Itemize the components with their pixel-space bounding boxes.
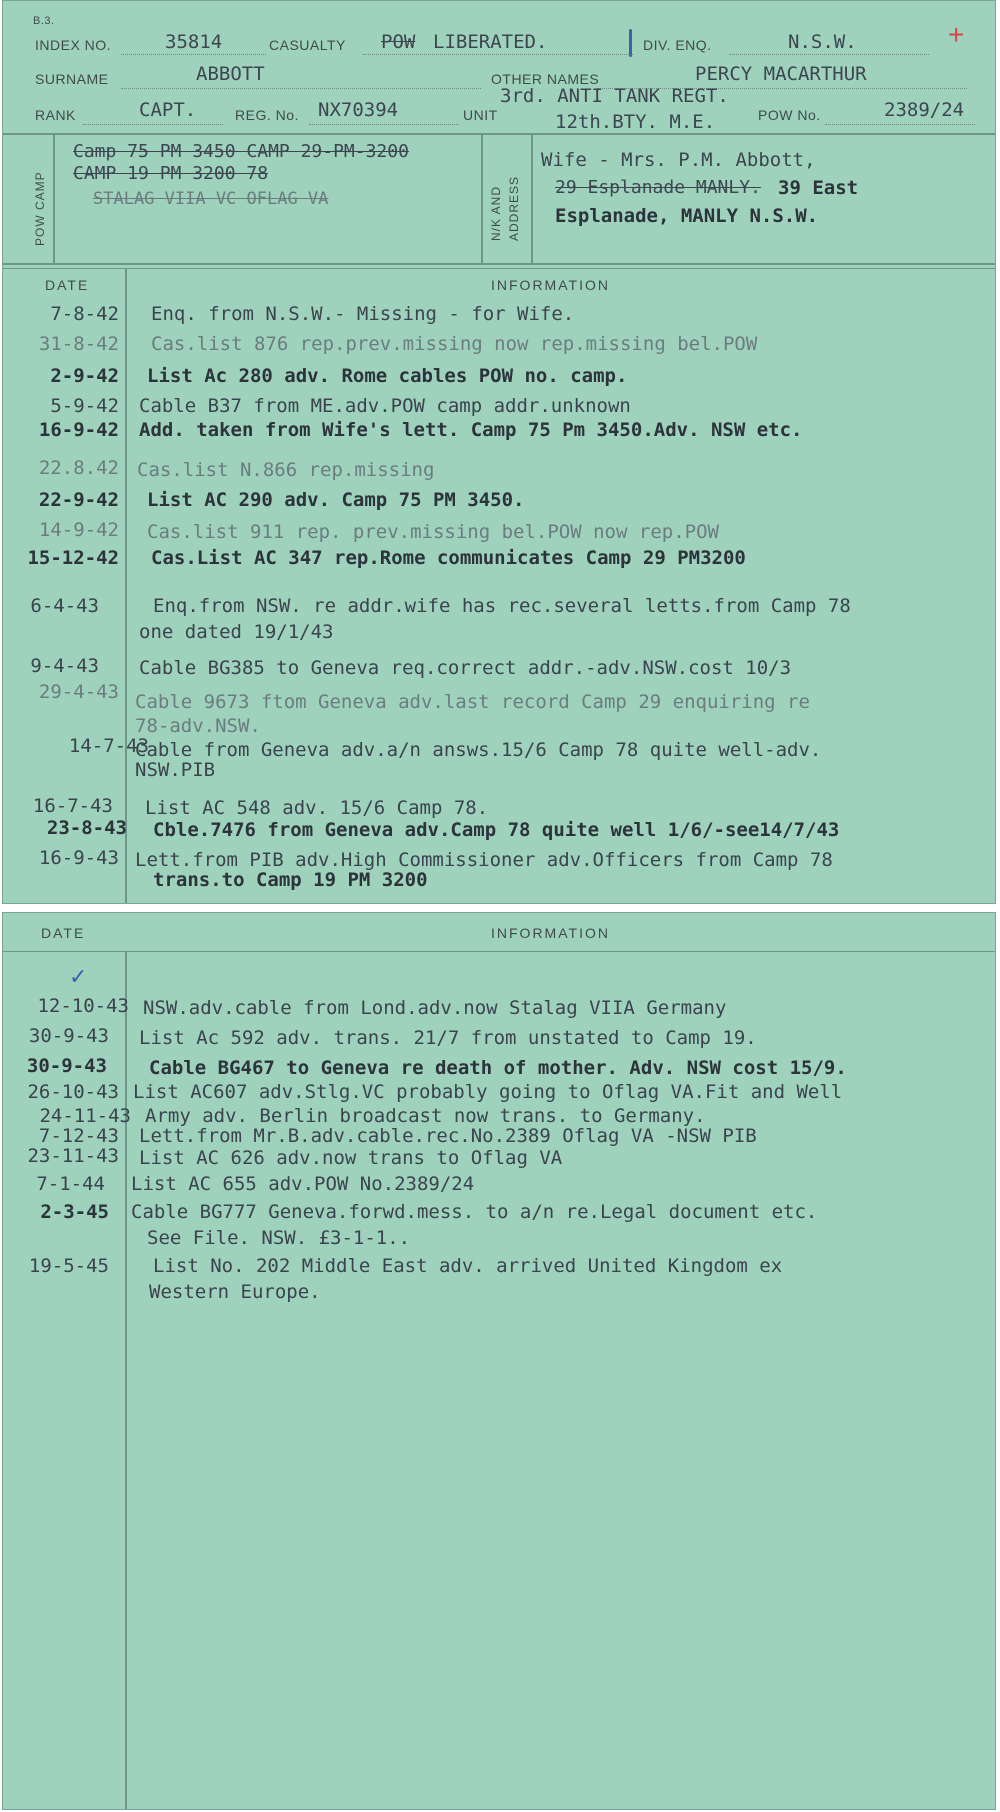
entry-date: 7-12-43 bbox=[38, 1125, 119, 1147]
nok-line2-struck: 29 Esplanade MANLY. bbox=[555, 177, 761, 198]
entry-info: Lett.from Mr.B.adv.cable.rec.No.2389 Oflag VA -NSW PIB bbox=[139, 1125, 757, 1147]
div-enq-value: N.S.W. bbox=[788, 31, 857, 53]
entry-date: 12-10-43 bbox=[37, 995, 129, 1017]
entry-info: Cable BG385 to Geneva req.correct addr.-adv.NSW.cost 10/3 bbox=[139, 657, 792, 679]
entry-date: 2-9-42 bbox=[50, 365, 119, 387]
entry-info: Cable from Geneva adv.a/n answs.15/6 Camp 78 quite well-adv. bbox=[135, 739, 822, 761]
entry-info: Enq. from N.S.W.- Missing - for Wife. bbox=[151, 303, 575, 325]
entry-info: List AC607 adv.Stlg.VC probably going to Oflag VA.Fit and Well bbox=[133, 1081, 843, 1103]
entry-info: List AC 548 adv. 15/6 Camp 78. bbox=[145, 797, 489, 819]
date-header: DATE bbox=[45, 277, 90, 293]
entry-info: List Ac 592 adv. trans. 21/7 from unstated to Camp 19. bbox=[139, 1027, 757, 1049]
blue-check-mark: ✓ bbox=[69, 965, 88, 990]
nok-label-1: N/K AND bbox=[489, 185, 503, 241]
div-enq-label: DIV. ENQ. bbox=[643, 37, 712, 53]
entry-info: List No. 202 Middle East adv. arrived United Kingdom ex bbox=[153, 1255, 783, 1277]
entry-date: 2-3-45 bbox=[40, 1201, 109, 1223]
entry-date: 7-1-44 bbox=[36, 1173, 105, 1195]
blue-tick-mark bbox=[629, 29, 632, 57]
pow-no-value: 2389/24 bbox=[884, 99, 965, 121]
casualty-label: CASUALTY bbox=[269, 37, 346, 53]
entry-info: Cable BG467 to Geneva re death of mother. Adv. NSW cost 15/9. bbox=[149, 1057, 847, 1079]
entry-date: 30-9-43 bbox=[26, 1055, 107, 1077]
entry-info: Enq.from NSW. re addr.wife has rec.several letts.from Camp 78 bbox=[153, 595, 851, 617]
entry-info: List AC 626 adv.now trans to Oflag VA bbox=[139, 1147, 563, 1169]
entry-date: 9-4-43 bbox=[30, 655, 99, 677]
entry-date: 26-10-43 bbox=[27, 1081, 119, 1103]
entry-date: 14-9-42 bbox=[38, 519, 119, 541]
entry-date: 23-8-43 bbox=[46, 817, 127, 839]
unit-value-line1: 3rd. ANTI TANK REGT. bbox=[500, 85, 729, 107]
surname-label: SURNAME bbox=[35, 71, 109, 87]
entry-info-cont: See File. NSW. £3-1-1.. bbox=[147, 1227, 411, 1249]
entry-date: 31-8-42 bbox=[38, 333, 119, 355]
entry-info: Cable BG777 Geneva.forwd.mess. to a/n re.Legal document etc. bbox=[131, 1201, 818, 1223]
entry-info: Cas.List AC 347 rep.Rome communicates Camp 29 PM3200 bbox=[151, 547, 746, 569]
entry-info-cont: one dated 19/1/43 bbox=[139, 621, 334, 643]
entry-info: Add. taken from Wife's lett. Camp 75 Pm 3450.Adv. NSW etc. bbox=[139, 419, 803, 441]
surname-value: ABBOTT bbox=[196, 63, 265, 85]
nok-line3: Esplanade, MANLY N.S.W. bbox=[555, 205, 819, 227]
unit-label: UNIT bbox=[463, 107, 498, 123]
entry-info: List AC 655 adv.POW No.2389/24 bbox=[131, 1173, 475, 1195]
index-no-value: 35814 bbox=[165, 31, 223, 53]
pow-camp-line1: Camp 75 PM 3450 CAMP 29-PM-3200 bbox=[73, 141, 409, 162]
rank-value: CAPT. bbox=[139, 99, 197, 121]
pow-camp-line3: STALAG VIIA VC OFLAG VA bbox=[93, 189, 329, 209]
entry-info: Cable 9673 ftom Geneva adv.last record Camp 29 enquiring re bbox=[135, 691, 810, 713]
entry-info: Cble.7476 from Geneva adv.Camp 78 quite well 1/6/-see14/7/43 bbox=[153, 819, 840, 841]
entry-date: 14-7-43 bbox=[68, 735, 149, 757]
entry-info: List AC 290 adv. Camp 75 PM 3450. bbox=[147, 489, 525, 511]
date-header: DATE bbox=[41, 925, 86, 941]
entry-date: 6-4-43 bbox=[30, 595, 99, 617]
entry-date: 22.8.42 bbox=[38, 457, 119, 479]
entry-date: 19-5-45 bbox=[28, 1255, 109, 1277]
entry-info: Cas.list N.866 rep.missing bbox=[137, 459, 435, 481]
reg-no-label: REG. No. bbox=[235, 107, 299, 123]
other-names-label: OTHER NAMES bbox=[491, 71, 600, 87]
entry-info: List Ac 280 adv. Rome cables POW no. camp. bbox=[147, 365, 628, 387]
rank-label: RANK bbox=[35, 107, 76, 123]
other-names-value: PERCY MACARTHUR bbox=[695, 63, 867, 85]
entry-date: 5-9-42 bbox=[50, 395, 119, 417]
entry-date: 22-9-42 bbox=[38, 489, 119, 511]
entry-date: 30-9-43 bbox=[28, 1025, 109, 1047]
entry-info: Cas.list 911 rep. prev.missing bel.POW now rep.POW bbox=[147, 521, 719, 543]
entry-info: Lett.from PIB adv.High Commissioner adv.Officers from Camp 78 bbox=[135, 849, 833, 871]
nok-line2: 39 East bbox=[778, 177, 859, 199]
entry-info: NSW.adv.cable from Lond.adv.now Stalag VIIA Germany bbox=[143, 997, 727, 1019]
pow-no-label: POW No. bbox=[758, 107, 821, 123]
entry-info: Cable B37 from ME.adv.POW camp addr.unknown bbox=[139, 395, 631, 417]
reg-no-value: NX70394 bbox=[318, 99, 399, 121]
nok-line1: Wife - Mrs. P.M. Abbott, bbox=[541, 149, 816, 171]
index-card-back bbox=[2, 912, 996, 1810]
entry-info-cont: 78-adv.NSW. bbox=[135, 715, 261, 737]
nok-label-2: ADDRESS bbox=[507, 175, 521, 241]
casualty-struck-value: POW bbox=[381, 31, 416, 53]
entry-info-cont: Western Europe. bbox=[149, 1281, 321, 1303]
entry-date: 7-8-42 bbox=[50, 303, 119, 325]
entry-date: 29-4-43 bbox=[38, 681, 119, 703]
entry-info-cont: trans.to Camp 19 PM 3200 bbox=[153, 869, 428, 891]
entry-info: Cas.list 876 rep.prev.missing now rep.missing bel.POW bbox=[151, 333, 758, 355]
unit-value-line2: 12th.BTY. M.E. bbox=[555, 111, 716, 133]
index-no-label: INDEX NO. bbox=[35, 37, 112, 53]
entry-date: 16-9-42 bbox=[38, 419, 119, 441]
pow-camp-line2: CAMP 19 PM 3200 78 bbox=[73, 163, 269, 184]
entry-info: Army adv. Berlin broadcast now trans. to Germany. bbox=[145, 1105, 706, 1127]
entry-date: 23-11-43 bbox=[27, 1145, 119, 1167]
entry-date: 16-9-43 bbox=[38, 847, 119, 869]
info-header: INFORMATION bbox=[491, 925, 610, 941]
entry-date: 24-11-43 bbox=[39, 1105, 131, 1127]
red-cross-mark: + bbox=[948, 19, 965, 50]
entry-date: 16-7-43 bbox=[32, 795, 113, 817]
entry-info-cont: NSW.PIB bbox=[135, 759, 216, 781]
index-card-front bbox=[2, 0, 996, 904]
casualty-value: LIBERATED. bbox=[433, 31, 548, 53]
entry-date: 15-12-42 bbox=[27, 547, 119, 569]
form-code: B.3. bbox=[33, 15, 55, 27]
pow-camp-label: POW CAMP bbox=[33, 171, 47, 246]
info-header: INFORMATION bbox=[491, 277, 610, 293]
